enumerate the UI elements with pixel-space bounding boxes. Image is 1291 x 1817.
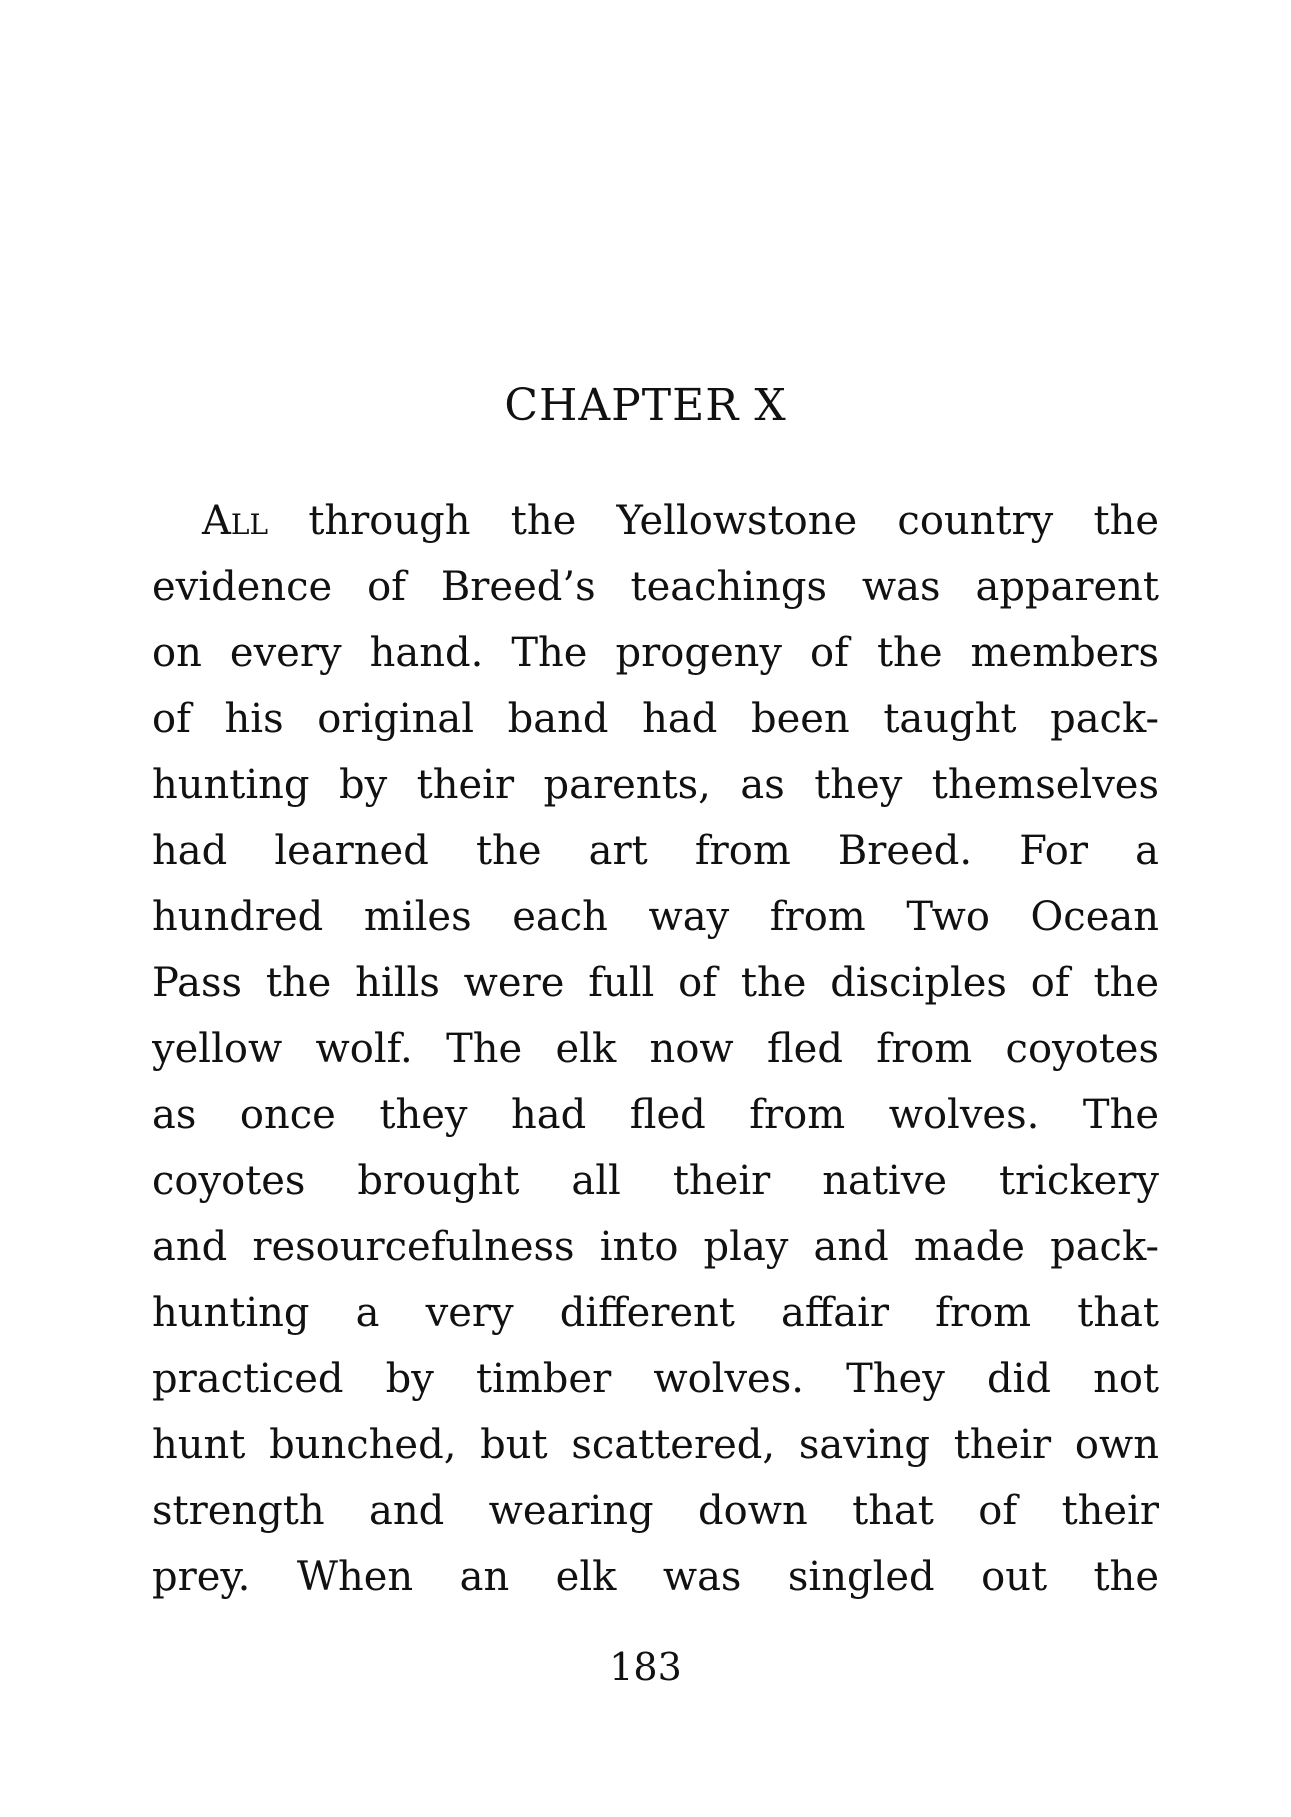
text-line: as once they had fled from wolves. The <box>152 1092 1159 1138</box>
text-line-rest: through the Yellowstone country the <box>268 498 1159 544</box>
text-line: yellow wolf. The elk now fled from coyotes <box>152 1026 1159 1072</box>
text-line: coyotes brought all their native trickery <box>152 1158 1159 1204</box>
text-line: evidence of Breed’s teachings was apparent <box>152 564 1159 610</box>
text-line: hunting by their parents, as they themselves <box>152 762 1159 808</box>
text-line <box>152 488 1159 554</box>
text-line: and resourcefulness into play and made pack- <box>152 1224 1159 1270</box>
text-line: prey. When an elk was singled out the <box>152 1554 1159 1600</box>
text-line: hunting a very different affair from that <box>152 1290 1159 1336</box>
text-line: Pass the hills were full of the disciples of the <box>152 960 1159 1006</box>
page-number: 183 <box>609 1645 682 1689</box>
drop-word: All <box>202 498 269 544</box>
text-line: strength and wearing down that of their <box>152 1488 1159 1534</box>
text-line: on every hand. The progeny of the members <box>152 630 1159 676</box>
chapter-title: CHAPTER X <box>504 380 787 431</box>
text-line: practiced by timber wolves. They did not <box>152 1356 1159 1402</box>
body-text <box>152 488 1159 1610</box>
text-line: hunt bunched, but scattered, saving their own <box>152 1422 1159 1468</box>
text-line: of his original band had been taught pack- <box>152 696 1159 742</box>
text-line: hundred miles each way from Two Ocean <box>152 894 1159 940</box>
text-line: had learned the art from Breed. For a <box>152 828 1159 874</box>
